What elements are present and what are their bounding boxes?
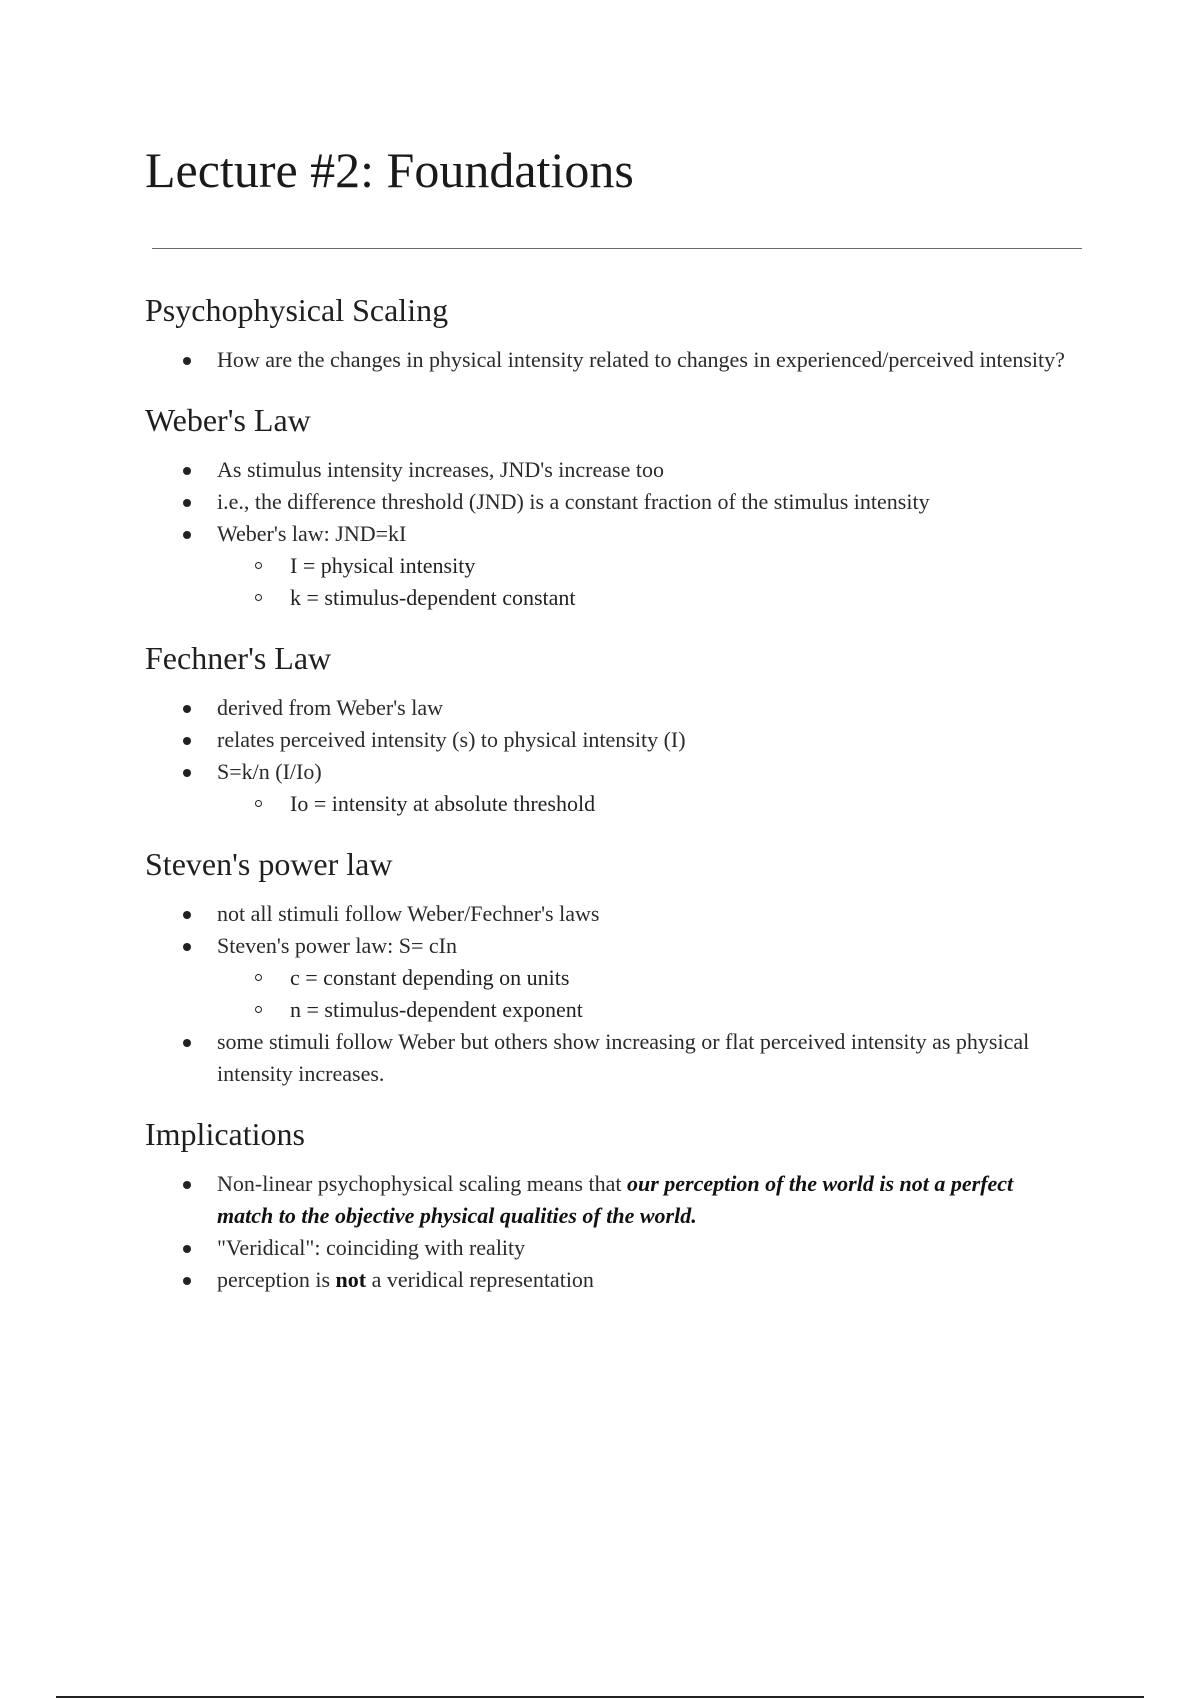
- document-page: [145, 140, 1085, 200]
- bullet-list: [145, 1168, 1065, 1296]
- page-title: Lecture #2: Foundations: [145, 142, 634, 198]
- list-item: [145, 486, 1065, 518]
- page-bottom-border: [56, 1696, 1144, 1698]
- bullet-icon: [183, 1181, 191, 1189]
- hollow-bullet-icon: [255, 1006, 262, 1013]
- sub-list-item: [145, 994, 1065, 1026]
- bullet-icon: [183, 531, 191, 539]
- bullet-list: [145, 898, 1065, 962]
- hollow-bullet-icon: [255, 594, 262, 601]
- list-item-text: How are the changes in physical intensity related to changes in experienced/perceived intensity?: [217, 347, 1065, 372]
- list-item-text: i.e., the difference threshold (JND) is a constant fraction of the stimulus intensity: [217, 489, 930, 514]
- list-item: [145, 1168, 1065, 1232]
- list-item-text: S=k/n (I/Io): [217, 759, 322, 784]
- list-item-text: a veridical representation: [366, 1267, 594, 1292]
- list-item-text: perception is: [217, 1267, 336, 1292]
- section-heading: Steven's power law: [145, 846, 393, 882]
- bullet-list: [145, 1026, 1065, 1090]
- section-fechners-law: [145, 638, 1065, 820]
- sub-list-item-text: n = stimulus-dependent exponent: [290, 997, 583, 1022]
- sub-list-item-text: k = stimulus-dependent constant: [290, 585, 576, 610]
- section-heading: Implications: [145, 1116, 305, 1152]
- bullet-icon: [183, 943, 191, 951]
- bullet-list: [145, 344, 1065, 376]
- section-heading: Psychophysical Scaling: [145, 292, 449, 328]
- list-item-text: "Veridical": coinciding with reality: [217, 1235, 526, 1260]
- list-item-text: As stimulus intensity increases, JND's increase too: [217, 457, 664, 482]
- list-item: [145, 898, 1065, 930]
- sub-list-item: [145, 582, 1065, 614]
- list-item: [145, 1232, 1065, 1264]
- sub-bullet-list: [145, 550, 1065, 614]
- list-item: [145, 930, 1065, 962]
- sub-list-item: [145, 788, 1065, 820]
- sub-bullet-list: [145, 962, 1065, 1026]
- hollow-bullet-icon: [255, 800, 262, 807]
- section-stevens-power-law: [145, 844, 1065, 1090]
- list-item-text: Weber's law: JND=kI: [217, 521, 407, 546]
- document-body: [145, 290, 1065, 1320]
- list-item-text: relates perceived intensity (s) to physical intensity (I): [217, 727, 686, 752]
- list-item: [145, 454, 1065, 486]
- sub-list-item: [145, 550, 1065, 582]
- list-item: [145, 692, 1065, 724]
- bullet-icon: [183, 911, 191, 919]
- hollow-bullet-icon: [255, 562, 262, 569]
- sub-list-item-text: Io = intensity at absolute threshold: [290, 791, 596, 816]
- emphasized-text: our perception of the world is not a perfect match to the objective physical qualities of the world.: [217, 1171, 1014, 1228]
- bullet-icon: [183, 1277, 191, 1285]
- bullet-icon: [183, 705, 191, 713]
- bullet-list: [145, 454, 1065, 550]
- bullet-icon: [183, 1245, 191, 1253]
- section-heading: Weber's Law: [145, 402, 311, 438]
- list-item: [145, 724, 1065, 756]
- list-item: [145, 756, 1065, 788]
- bold-text: not: [335, 1267, 367, 1292]
- section-implications: [145, 1114, 1065, 1296]
- bullet-icon: [183, 737, 191, 745]
- list-item-text: derived from Weber's law: [217, 695, 443, 720]
- sub-bullet-list: [145, 788, 1065, 820]
- hollow-bullet-icon: [255, 974, 262, 981]
- section-psychophysical-scaling: [145, 290, 1065, 376]
- list-item-text: Non-linear psychophysical scaling means that: [217, 1171, 627, 1196]
- sub-list-item-text: c = constant depending on units: [290, 965, 570, 990]
- title-divider: [152, 248, 1082, 249]
- bullet-icon: [183, 769, 191, 777]
- list-item-text: some stimuli follow Weber but others show increasing or flat perceived intensity as physical intensity increases.: [217, 1029, 1030, 1086]
- section-heading: Fechner's Law: [145, 640, 332, 676]
- section-webers-law: [145, 400, 1065, 614]
- list-item: [145, 518, 1065, 550]
- bullet-icon: [183, 357, 191, 365]
- bullet-icon: [183, 499, 191, 507]
- list-item: [145, 1264, 1065, 1296]
- sub-list-item: [145, 962, 1065, 994]
- bullet-icon: [183, 467, 191, 475]
- bullet-icon: [183, 1039, 191, 1047]
- sub-list-item-text: I = physical intensity: [290, 553, 476, 578]
- list-item: [145, 344, 1065, 376]
- list-item: [145, 1026, 1065, 1090]
- bullet-list: [145, 692, 1065, 788]
- list-item-text: Steven's power law: S= cIn: [217, 933, 457, 958]
- list-item-text: not all stimuli follow Weber/Fechner's laws: [217, 901, 600, 926]
